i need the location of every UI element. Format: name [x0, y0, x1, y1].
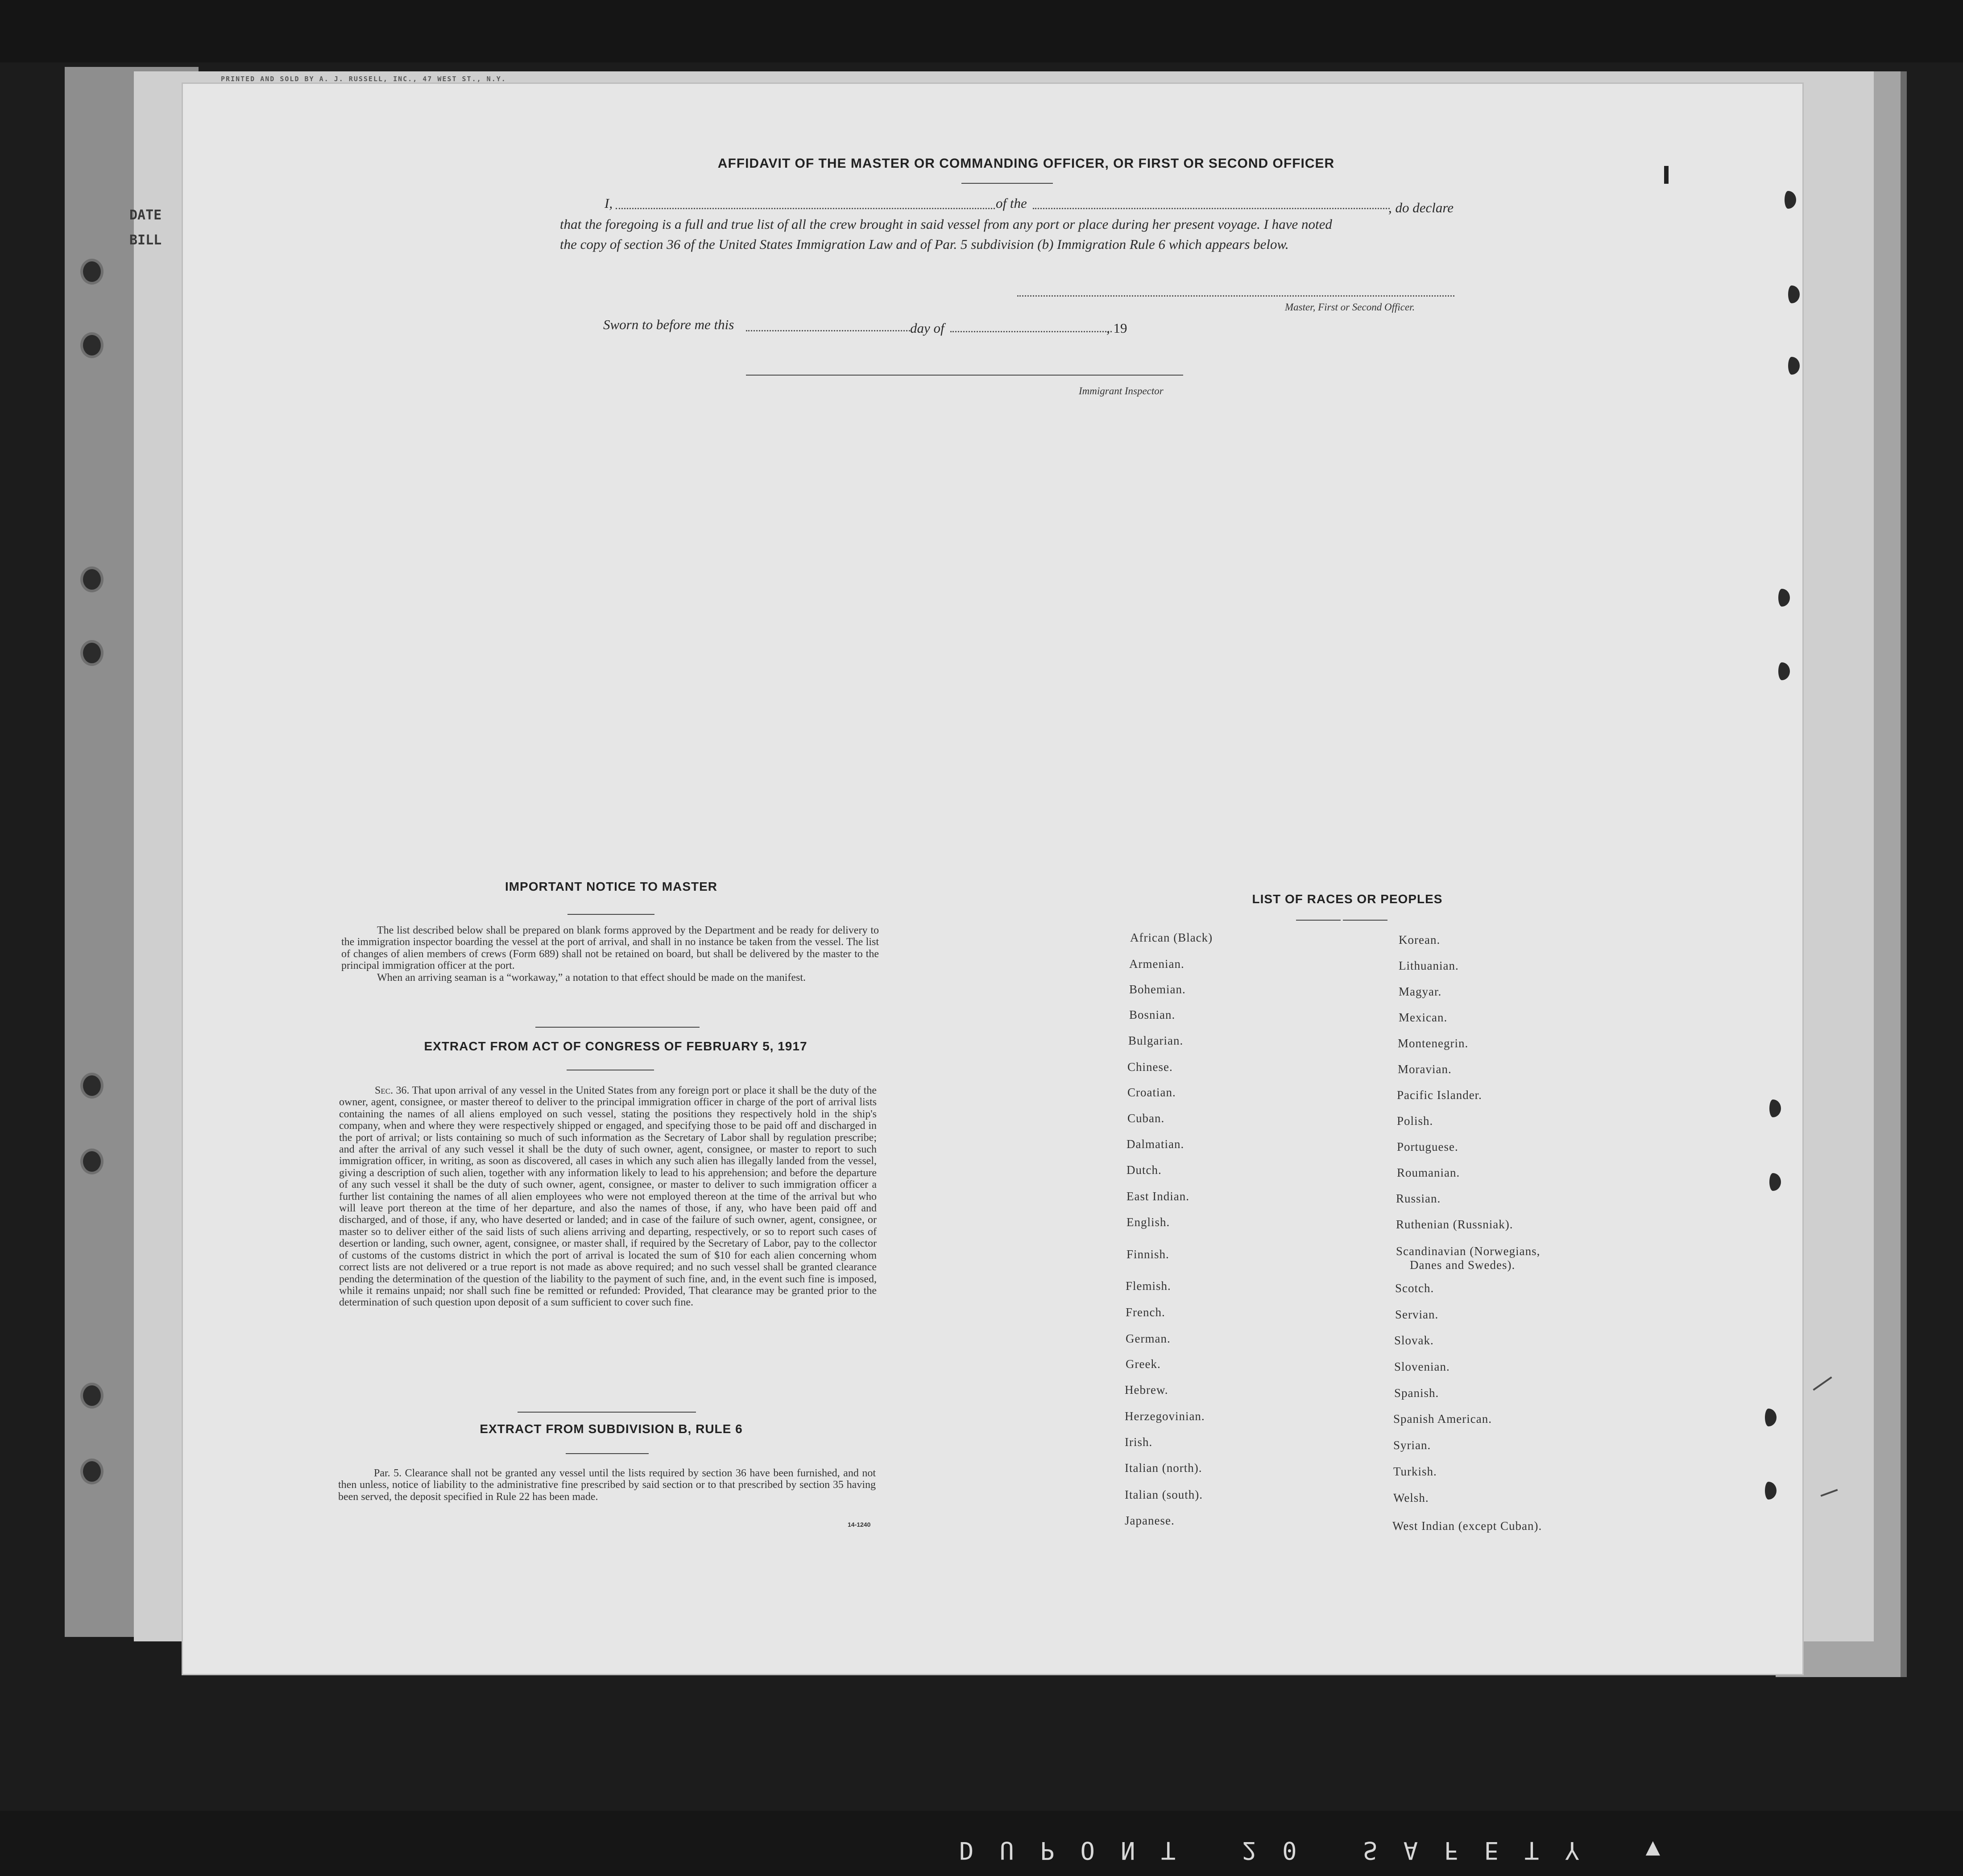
race-item: Turkish. — [1393, 1465, 1437, 1478]
race-item: African (Black) — [1130, 931, 1213, 944]
race-item: Armenian. — [1129, 957, 1184, 971]
race-item: Mexican. — [1399, 1011, 1448, 1024]
section-label: Sec. 36. — [375, 1085, 410, 1096]
race-item: Croatian. — [1127, 1086, 1176, 1099]
races-rule-a — [1296, 920, 1341, 921]
film-edge-marking: DUPONT 20 SAFETY ▼ — [959, 1836, 1686, 1864]
notice-paragraph-2: When an arriving seaman is a “workaway,” a notation to that effect should be made on the manifest. — [377, 971, 806, 983]
race-item: Russian. — [1396, 1192, 1441, 1205]
race-item: Greek. — [1126, 1357, 1161, 1371]
inspector-label: Immigrant Inspector — [1079, 385, 1164, 397]
form-number: 14-1240 — [848, 1521, 871, 1528]
sworn-day-blank[interactable] — [746, 330, 910, 331]
race-item: Welsh. — [1393, 1491, 1429, 1504]
binder-hole — [80, 1459, 104, 1484]
race-item: Flemish. — [1126, 1279, 1171, 1293]
rule-paragraph: Par. 5. Clearance shall not be granted any vessel until the lists required by section 36 have been furnished, and not then unless, notice of liability to the administrative fine prescribed by said section or to that prescribed by section 35 having been served, the deposit specified in Rule 22 has been made. — [338, 1467, 876, 1503]
notice-title: IMPORTANT NOTICE TO MASTER — [505, 880, 718, 893]
race-item: German. — [1126, 1332, 1171, 1345]
race-item: Chinese. — [1127, 1060, 1173, 1074]
race-item: Spanish. — [1394, 1386, 1439, 1400]
race-item: Servian. — [1395, 1308, 1439, 1321]
race-item: Slovenian. — [1394, 1360, 1450, 1373]
section-36-text: That upon arrival of any vessel in the United States from any foreign port or place it shall be the duty of the owner, agent, consignee, or master thereof to deliver to the principal immigration officer in charge of the port of arrival lists containing the names of all aliens employed on such vessel, stating the positions they respectively hold in the ship's company, when and where they were respectively shipped or engaged, and specifying those to be paid off and discharged in the port of arrival; or lists containing so much of such information as the Secretary of Labor shall by regulation prescribe; and after the arrival of any such vessel it shall be the duty of such owner, agent, consignee, or master to report to such immigration officer, in writing, as soon as discovered, all cases in which any such alien has illegally landed from the vessel, giving a description of such alien, together with any information likely to lead to his apprehension; and before the departure of any such vessel it shall be the duty of such owner, agent, consignee, or master to deliver to such immigration officer a further list containing the names of all alien employees who were not employed thereon at the time of the arrival but who will leave port thereon at the time of her departure, and also the names of those, if any, who have been paid off and discharged, and of those, if any, who have deserted or landed; and in case of the failure of such owner, agent, consignee, or master so to deliver either of the said lists of such aliens arriving and departing, respectively, or so to report such cases of desertion or landing, such owner, agent, consignee, or master shall, if required by the Secretary of Labor, pay to the collector of customs of the customs district in which the port of arrival is located the sum of $10 for each alien concerning whom correct lists are not delivered or a true report is not made as above required; and no such vessel shall be granted clearance pending the determination of the question of the liability to the payment of such fine, and, in the event such fine is imposed, while it remains unpaid; nor shall such fine be remitted or refunded: Provided, That clearance may be granted prior to the determination of such question upon deposit of a sum sufficient to cover such fine. — [339, 1085, 877, 1309]
affidavit-line2: that the foregoing is a full and true list of all the crew brought in said vessel from any port or place during her present voyage. I have noted — [560, 216, 1332, 232]
race-item: Syrian. — [1393, 1438, 1431, 1452]
punch-hole — [1784, 285, 1800, 303]
signature-label: Master, First or Second Officer. — [1285, 302, 1415, 313]
race-item: Italian (north). — [1125, 1461, 1202, 1475]
race-item: Roumanian. — [1397, 1166, 1460, 1179]
race-item: Korean. — [1399, 933, 1441, 946]
race-item: Bohemian. — [1129, 983, 1186, 996]
punch-hole — [1765, 1099, 1781, 1117]
extract-rule-title: EXTRACT FROM SUBDIVISION B, RULE 6 — [480, 1422, 743, 1436]
punch-hole — [1765, 1173, 1781, 1191]
race-item: West Indian (except Cuban). — [1392, 1519, 1542, 1533]
punch-hole — [1760, 1482, 1777, 1500]
race-item: Spanish American. — [1393, 1412, 1492, 1426]
race-item: English. — [1126, 1215, 1170, 1229]
sworn-year-label: , 19 — [1106, 320, 1127, 336]
race-item: Portuguese. — [1397, 1140, 1458, 1153]
race-item: Hebrew. — [1125, 1383, 1168, 1397]
extract-act-body — [339, 1085, 877, 1309]
race-item: Montenegrin. — [1398, 1037, 1469, 1050]
background-line-2: BILL — [129, 232, 162, 248]
binder-hole — [80, 1149, 104, 1174]
affidavit-line1-start: I, — [605, 195, 613, 211]
title-rule — [961, 183, 1053, 184]
races-title: LIST OF RACES OR PEOPLES — [1252, 892, 1443, 906]
race-item: Bosnian. — [1129, 1008, 1176, 1021]
background-sheet-text — [129, 203, 162, 253]
race-item: Italian (south). — [1125, 1488, 1203, 1501]
affidavit-title: AFFIDAVIT OF THE MASTER OR COMMANDING OFFICER, OR FIRST OR SECOND OFFICER — [717, 156, 1335, 171]
name-blank[interactable] — [616, 208, 995, 209]
sworn-text: Sworn to before me this — [603, 317, 734, 332]
affidavit-line1-mid: of the — [996, 195, 1027, 211]
punch-hole — [1780, 191, 1796, 209]
binder-hole — [80, 640, 104, 666]
affidavit-line1-end: , do declare — [1388, 200, 1454, 215]
punch-hole — [1774, 589, 1790, 607]
race-item: Dutch. — [1126, 1163, 1162, 1177]
race-item: Pacific Islander. — [1397, 1088, 1482, 1102]
race-item: Cuban. — [1127, 1112, 1165, 1125]
race-item: Lithuanian. — [1399, 959, 1459, 972]
extract-rule-rule — [566, 1453, 649, 1454]
notice-body — [341, 925, 879, 983]
binder-hole — [80, 332, 104, 358]
sworn-month-blank[interactable] — [950, 331, 1112, 332]
signature-blank[interactable] — [1017, 295, 1454, 297]
punch-hole — [1774, 662, 1790, 680]
race-item: Japanese. — [1125, 1514, 1175, 1527]
race-item: Bulgarian. — [1128, 1034, 1184, 1047]
sworn-day-label: day of — [910, 320, 944, 336]
affidavit-line3: the copy of section 36 of the United States Immigration Law and of Par. 5 subdivision (b) Immigration Rule 6 which appears below. — [560, 236, 1289, 252]
race-item: Danes and Swedes). — [1410, 1258, 1516, 1272]
binder-hole — [80, 1073, 104, 1099]
race-item: Irish. — [1125, 1435, 1153, 1449]
background-line-1: DATE — [129, 207, 162, 223]
race-item: East Indian. — [1126, 1190, 1189, 1203]
notice-end-rule — [535, 1027, 700, 1028]
race-item: Slovak. — [1394, 1334, 1434, 1347]
film-border-top — [0, 0, 1963, 62]
printer-imprint: PRINTED AND SOLD BY A. J. RUSSELL, INC., 47 WEST ST., N.Y. — [221, 75, 506, 83]
race-item: Finnish. — [1126, 1248, 1169, 1261]
race-item: Ruthenian (Russniak). — [1396, 1218, 1513, 1231]
punch-hole — [1760, 1409, 1777, 1426]
race-item: Dalmatian. — [1126, 1137, 1184, 1151]
race-item: Moravian. — [1398, 1062, 1452, 1076]
binder-hole — [80, 1383, 104, 1409]
race-item: Polish. — [1397, 1114, 1433, 1128]
binder-hole — [80, 566, 104, 592]
binder-hole — [80, 259, 104, 285]
race-item: Magyar. — [1399, 985, 1442, 998]
notice-paragraph-1: The list described below shall be prepared on blank forms approved by the Department and be ready for delivery to the immigration inspector boarding the vessel at the port of arrival, and shall in no instance be taken from the vessel. The list of changes of alien members of crews (Form 689) shall not be retained on board, but shall be delivered by the master to the principal immigration officer at the port. — [341, 925, 879, 972]
notice-rule — [567, 914, 654, 915]
race-item: French. — [1126, 1306, 1165, 1319]
extract-rule-body — [338, 1467, 876, 1503]
races-rule-b — [1343, 920, 1387, 921]
extract-act-title: EXTRACT FROM ACT OF CONGRESS OF FEBRUARY 5, 1917 — [424, 1039, 808, 1053]
race-item: Scandinavian (Norwegians, — [1396, 1244, 1541, 1258]
extract-act-end-rule — [518, 1412, 696, 1413]
punch-hole — [1784, 357, 1800, 375]
race-item: Scotch. — [1395, 1281, 1434, 1295]
vessel-blank[interactable] — [1033, 208, 1390, 209]
ink-mark — [1664, 166, 1669, 184]
race-item: Herzegovinian. — [1125, 1409, 1205, 1423]
inspector-signature-line[interactable] — [746, 375, 1183, 376]
